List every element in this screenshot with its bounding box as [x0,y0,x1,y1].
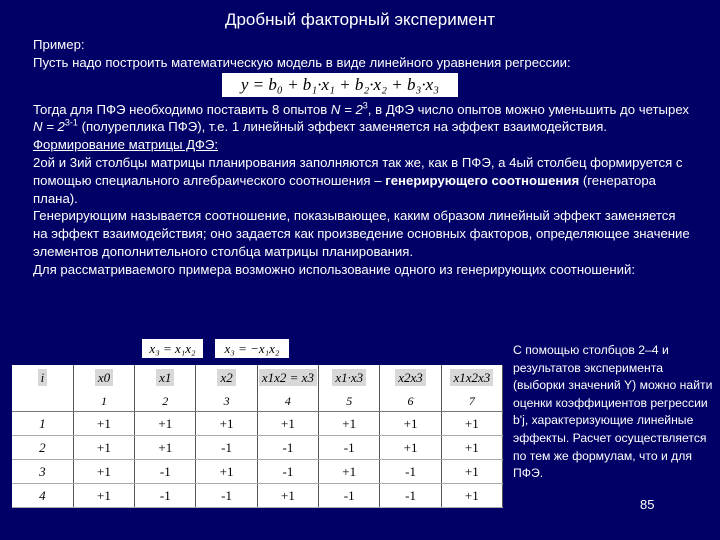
matrix-row [12,484,503,508]
header-cell: i [12,365,73,391]
matrix-row [12,436,503,460]
column-number-cell [12,391,73,412]
matrix-cell: -1 [319,436,380,460]
page-number: 85 [640,497,655,512]
slide-title: Дробный факторный эксперимент [224,10,496,29]
generator-example-paragraph: Для рассматриваемого примера возможно использование одного из генерирующих соотношений: [33,261,636,277]
matrix-cell: +1 [441,484,502,508]
matrix-cell: +1 [257,412,318,436]
matrix-cell: +1 [380,412,441,436]
columns-paragraph: 2ой и 3ий столбцы матрицы планирования заполняются так же, как в ПФЭ, а 4ый столбец формируется с помощью специального алгебраического соотношения – генерирующего соотношения (генератора плана). [33,154,683,206]
matrix-cell: 3 [12,460,73,484]
matrix-cell: -1 [380,460,441,484]
matrix-formation-heading: Формирование матрицы ДФЭ: [33,137,218,153]
matrix-cell: +1 [196,412,257,436]
column-number-cell: 4 [257,391,318,412]
header-cell: x1x2x3 [441,365,502,391]
matrix-cell: +1 [135,412,196,436]
matrix-cell: -1 [257,460,318,484]
header-cell: x1·x3 [319,365,380,391]
column-number-cell: 1 [73,391,134,412]
matrix-cell: +1 [441,436,502,460]
header-cell: x2x3 [380,365,441,391]
matrix-cell: 2 [12,436,73,460]
column-number-cell: 3 [196,391,257,412]
matrix-cell: +1 [196,460,257,484]
matrix-cell: +1 [319,460,380,484]
column-number-cell: 5 [319,391,380,412]
matrix-cell: +1 [73,412,134,436]
matrix-column-number-row [12,391,503,412]
matrix-cell: +1 [73,436,134,460]
generator-formula-negative: x₃ = −x₁x₂ [215,339,289,358]
matrix-cell: +1 [441,460,502,484]
matrix-cell: +1 [135,436,196,460]
experiment-count-paragraph: Тогда для ПФЭ необходимо поставить 8 опытов $N = 2^3$, в ДФЭ число опытов можно уменьшить до четырех $N = 2^{3-1}$ (полуреплика ПФЭ), т.е. 1 линейный эффект заменяется на эффект взаимодействия. [33,100,689,135]
matrix-cell: +1 [380,436,441,460]
matrix-cell: -1 [257,436,318,460]
column-number-cell: 2 [135,391,196,412]
side-note: С помощью столбцов 2–4 и результатов эксперимента (выборки значений Y) можно найти оценки коэффициентов регрессии b'j, характеризующие линейные эффекты. Расчет осуществляется по тем же формулам, что и для ПФЭ. [513,343,713,481]
column-number-cell: 7 [441,391,502,412]
header-cell: x2 [196,365,257,391]
generator-formula-positive: x₃ = x₁x₂ [142,339,203,358]
matrix-header-row [12,365,503,391]
regression-formula: y = b₀ + b₁·x₁ + b₂·x₂ + b₃·x₃ [222,73,458,97]
matrix-cell: +1 [441,412,502,436]
matrix-cell: +1 [257,484,318,508]
matrix-cell: +1 [73,484,134,508]
matrix-cell: 1 [12,412,73,436]
generator-definition-paragraph: Генерирующим называется соотношение, показывающее, каким образом линейный эффект заменяется на эффект взаимодействия; оно задается как произведение основных факторов, определяющее значение элементов дополнительного столбца матрицы планирования. [33,208,690,259]
matrix-row [12,412,503,436]
matrix-cell: -1 [135,460,196,484]
column-number-cell: 6 [380,391,441,412]
matrix-cell: +1 [319,412,380,436]
matrix-row [12,460,503,484]
matrix-cell: -1 [196,484,257,508]
matrix-cell: 4 [12,484,73,508]
matrix-cell: -1 [196,436,257,460]
planning-matrix-table [12,365,503,508]
matrix-cell: -1 [380,484,441,508]
planning-matrix [12,365,503,507]
matrix-cell: +1 [73,460,134,484]
header-cell: x0 [73,365,134,391]
header-cell: x1x2 = x3 [257,365,318,391]
matrix-cell: -1 [135,484,196,508]
matrix-cell: -1 [319,484,380,508]
example-label: Пример: [33,37,85,52]
header-cell: x1 [135,365,196,391]
intro-paragraph: Пусть надо построить математическую модель в виде линейного уравнения регрессии: [33,54,571,70]
